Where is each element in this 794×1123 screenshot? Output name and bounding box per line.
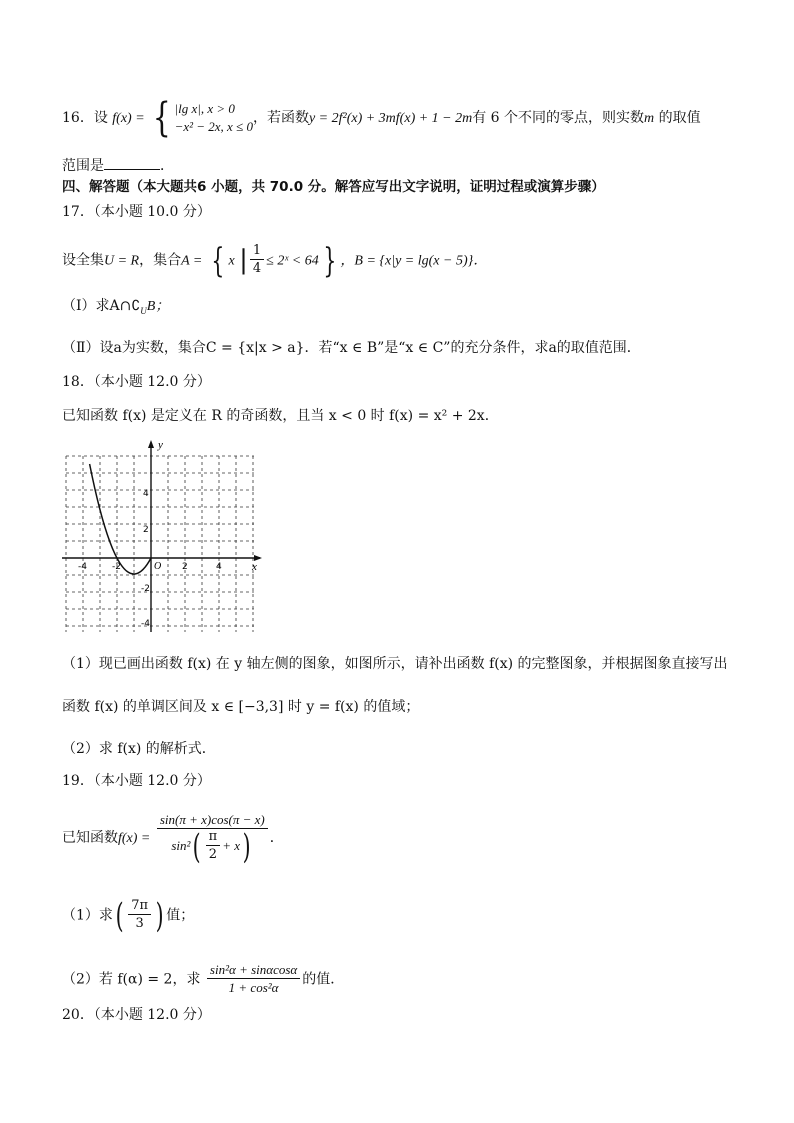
q18-part1-b: 函数 f(x) 的单调区间及 x ∈ [−3,3] 时 y = f(x) 的值域；	[62, 699, 420, 715]
ytick-2: 2	[143, 525, 149, 535]
q18-part2: （2）求 f(x) 的解析式．	[62, 741, 216, 757]
xtick-neg4: -4	[78, 562, 87, 572]
y-label: y	[158, 439, 163, 451]
q19-part1-frac: $\frac{7\pi}{3}$	[128, 898, 151, 933]
q16-tail2: 的取值	[658, 110, 701, 126]
q19-part2: （2）若 f(α) = 2，求 $\frac{\text{sin²α + sinαcosα}}{\text{1 + cos²α}}$ 的值．	[62, 962, 345, 995]
q16-line1	[62, 95, 701, 141]
q17-part1-sub: U	[140, 305, 147, 316]
y-axis-arrow-icon	[148, 440, 154, 448]
q19-fx: f(x) =	[118, 831, 151, 846]
q16-var: m	[644, 111, 655, 126]
q19-part2-frac: $\frac{\text{sin²α + sinαcosα}}{\text{1 + cos²α}}$	[207, 962, 300, 997]
section4-title: 四、解答题（本大题共6 小题，共 70.0 分。解答应写出文字说明，证明过程或演算步骤）	[62, 179, 605, 195]
x-label: x	[252, 561, 257, 573]
xtick-2: 2	[182, 562, 188, 572]
q19-num: sin(π + x)cos(π − x)	[157, 812, 268, 829]
q18-header: 18．（本小题 12.0 分）	[62, 374, 211, 390]
q16-brace: {	[152, 95, 171, 141]
q18-part1-a: （1）现已画出函数 f(x) 在 y 轴左侧的图象，如图所示，请补出函数 f(x) 的完整图象，并根据图象直接写出	[62, 656, 728, 672]
q17-part2: （Ⅱ）设a为实数，集合C = {x|x > a}．若“x ∈ B”是“x ∈ C”的充分条件，求a的取值范围．	[62, 340, 641, 356]
origin-label: O	[154, 561, 162, 572]
q17-intro2: ，集合	[139, 252, 182, 269]
xtick-4: 4	[216, 562, 222, 572]
q17-A-x: x	[228, 253, 235, 269]
ytick-neg4: -4	[141, 619, 150, 629]
q17-B: ，B = {x|y = lg(x − 5)}．	[340, 253, 488, 269]
q19-header: 19．（本小题 12.0 分）	[62, 773, 211, 789]
q17-bar: |	[239, 245, 248, 276]
q17-left-brace: {	[211, 240, 225, 281]
q17-intro1: 设全集	[62, 252, 104, 269]
q17-part1-tail: B；	[146, 299, 170, 314]
q19-end: ．	[269, 830, 284, 846]
q17-A-frac: $\frac{1}{4}$	[250, 243, 264, 278]
q19-main-frac	[157, 812, 268, 867]
q17-U: U = R	[104, 253, 140, 269]
xtick-neg2: -2	[112, 562, 121, 572]
q18-stmt: 已知函数 f(x) 是定义在 R 的奇函数，且当 x < 0 时 f(x) = x² + 2x．	[62, 408, 499, 424]
q16-lead: 设	[93, 110, 108, 126]
q17-A-cond: ≤ 2ˣ < 64	[266, 253, 319, 269]
q17-header: 17．（本小题 10.0 分）	[62, 204, 211, 220]
ytick-4: 4	[143, 489, 149, 499]
q19-part1: （1）求( $\frac{7\pi}{3}$ ) 值；	[62, 895, 195, 936]
q16-case2: −x² − 2x, x ≤ 0	[174, 119, 253, 134]
q16-line2-text: 范围是	[62, 158, 104, 174]
q20-header: 20．（本小题 12.0 分）	[62, 1007, 211, 1023]
q17-stmt	[62, 240, 488, 281]
q19-stmt	[62, 812, 284, 867]
q16-answer-blank	[104, 155, 160, 170]
q16-cases	[175, 100, 253, 136]
q18-graph	[58, 436, 268, 636]
q16-number: 16．	[62, 110, 94, 126]
q16-case1: |lg x|, x > 0	[174, 101, 235, 116]
q19-den: sin²( $\frac{\pi}{2}$ + x)	[171, 826, 251, 867]
q17-part1-text: （Ⅰ）求A∩∁	[62, 298, 141, 314]
q16-tail: 有 6 个不同的零点，则实数	[472, 110, 645, 126]
q19-intro: 已知函数	[62, 830, 118, 846]
q16-end: ．	[160, 158, 174, 174]
q16-mid: ，若函数	[252, 110, 309, 126]
q17-A-lhs: A =	[181, 253, 203, 269]
q16-fx: f(x) =	[112, 111, 145, 126]
q17-right-brace: }	[323, 240, 337, 281]
ytick-neg2: -2	[141, 584, 150, 594]
q17-part1	[62, 296, 169, 321]
q16-line2	[62, 155, 174, 176]
q16-func: y = 2f²(x) + 3mf(x) + 1 − 2m	[308, 111, 473, 126]
